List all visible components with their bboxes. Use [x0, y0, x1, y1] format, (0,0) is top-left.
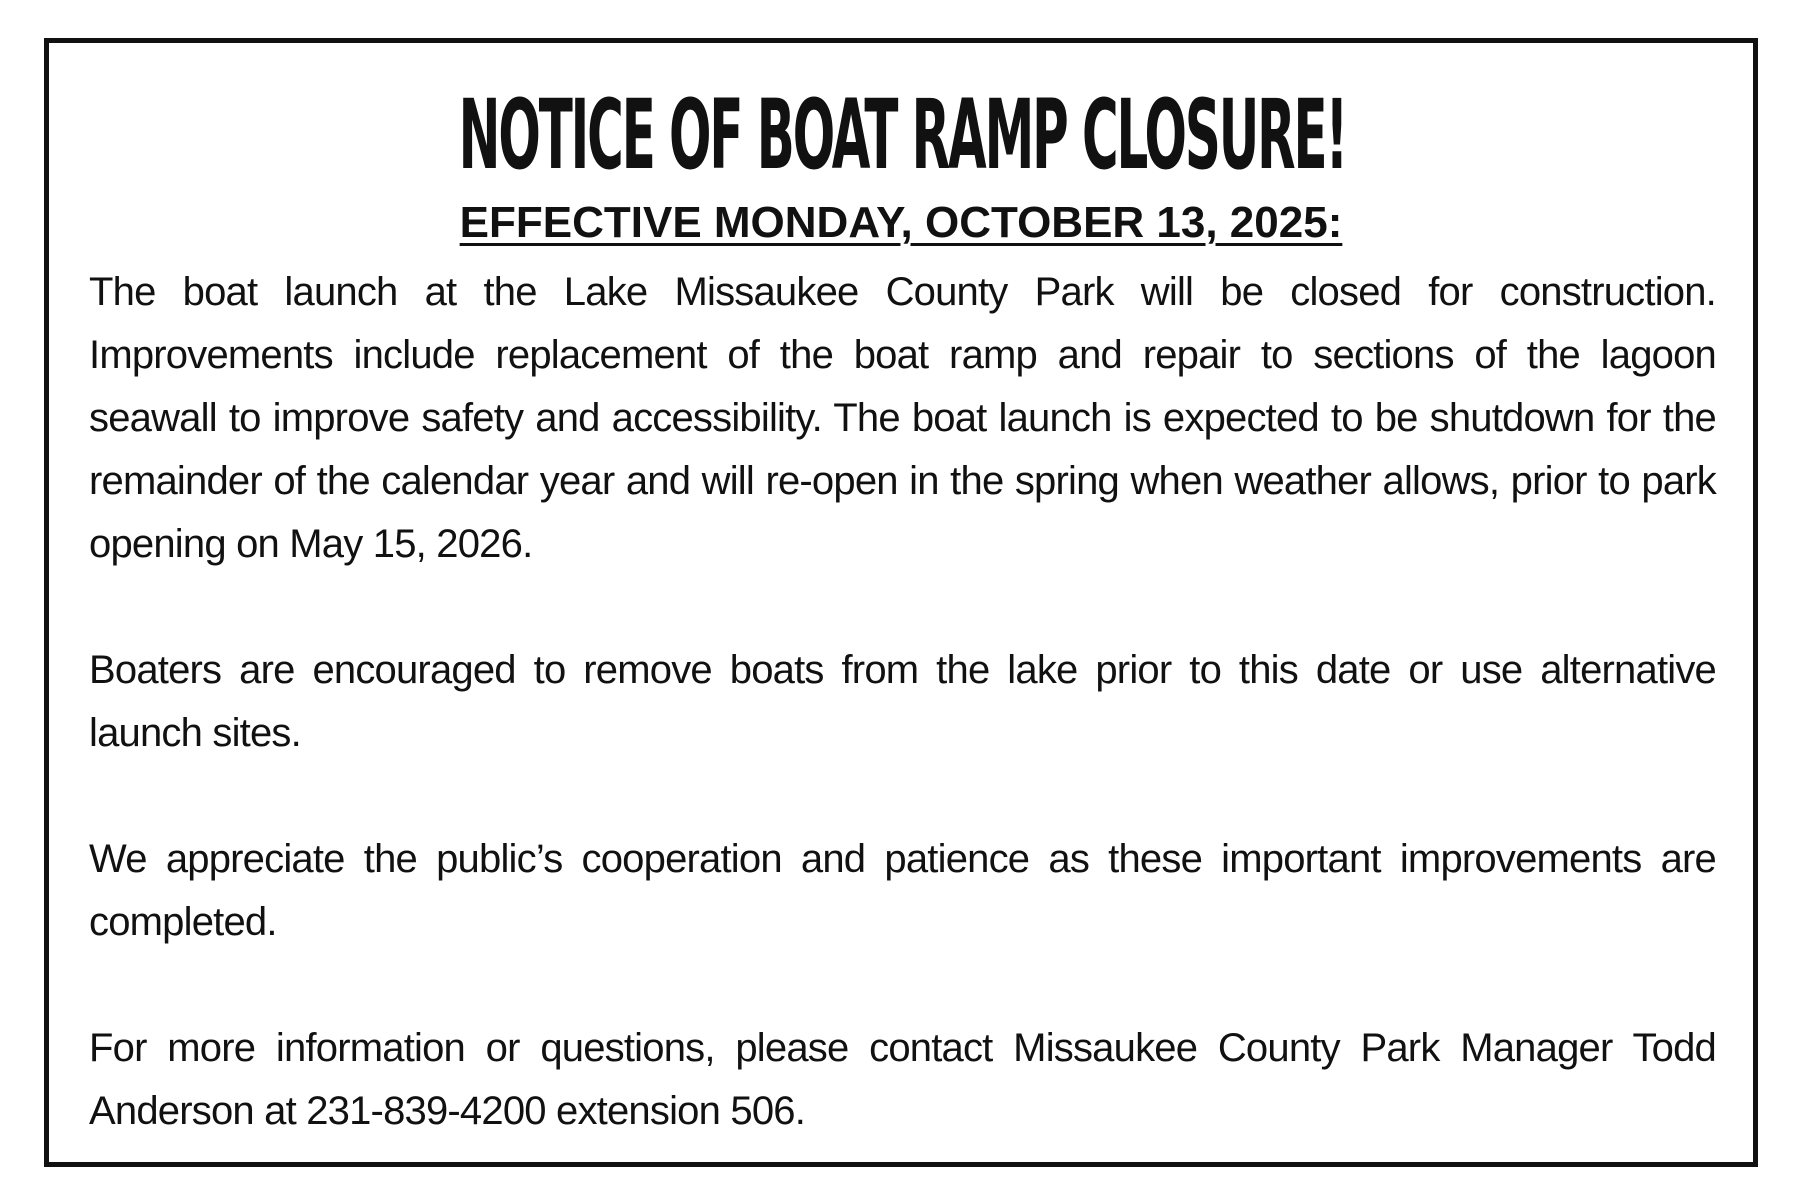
closure-details-paragraph: The boat launch at the Lake Missaukee County Park will be closed for construction. Improvements include replacement of the boat ramp and repair to sections of the lagoon seawall to improve safety and accessibility. The boat launch is expected to be shutdown for the remainder of the calendar year and will re-open in the spring when weather allows, prior to park opening on May 15, 2026. [89, 270, 1716, 566]
boater-advice-paragraph: Boaters are encouraged to remove boats from the lake prior to this date or use alternative launch sites. [89, 648, 1716, 755]
notice-frame [44, 38, 1758, 1167]
notice-title [49, 75, 1753, 195]
notice-title-text: NOTICE OF BOAT RAMP CLOSURE! [458, 79, 1347, 191]
appreciation-paragraph: We appreciate the public’s cooperation and patience as these important improvements are completed. [89, 837, 1716, 944]
notice-body [89, 261, 1716, 1143]
effective-date-heading: EFFECTIVE MONDAY, OCTOBER 13, 2025: [459, 198, 1343, 247]
contact-paragraph: For more information or questions, please contact Missaukee County Park Manager Todd Anderson at 231-839-4200 extension 506. [89, 1026, 1716, 1133]
